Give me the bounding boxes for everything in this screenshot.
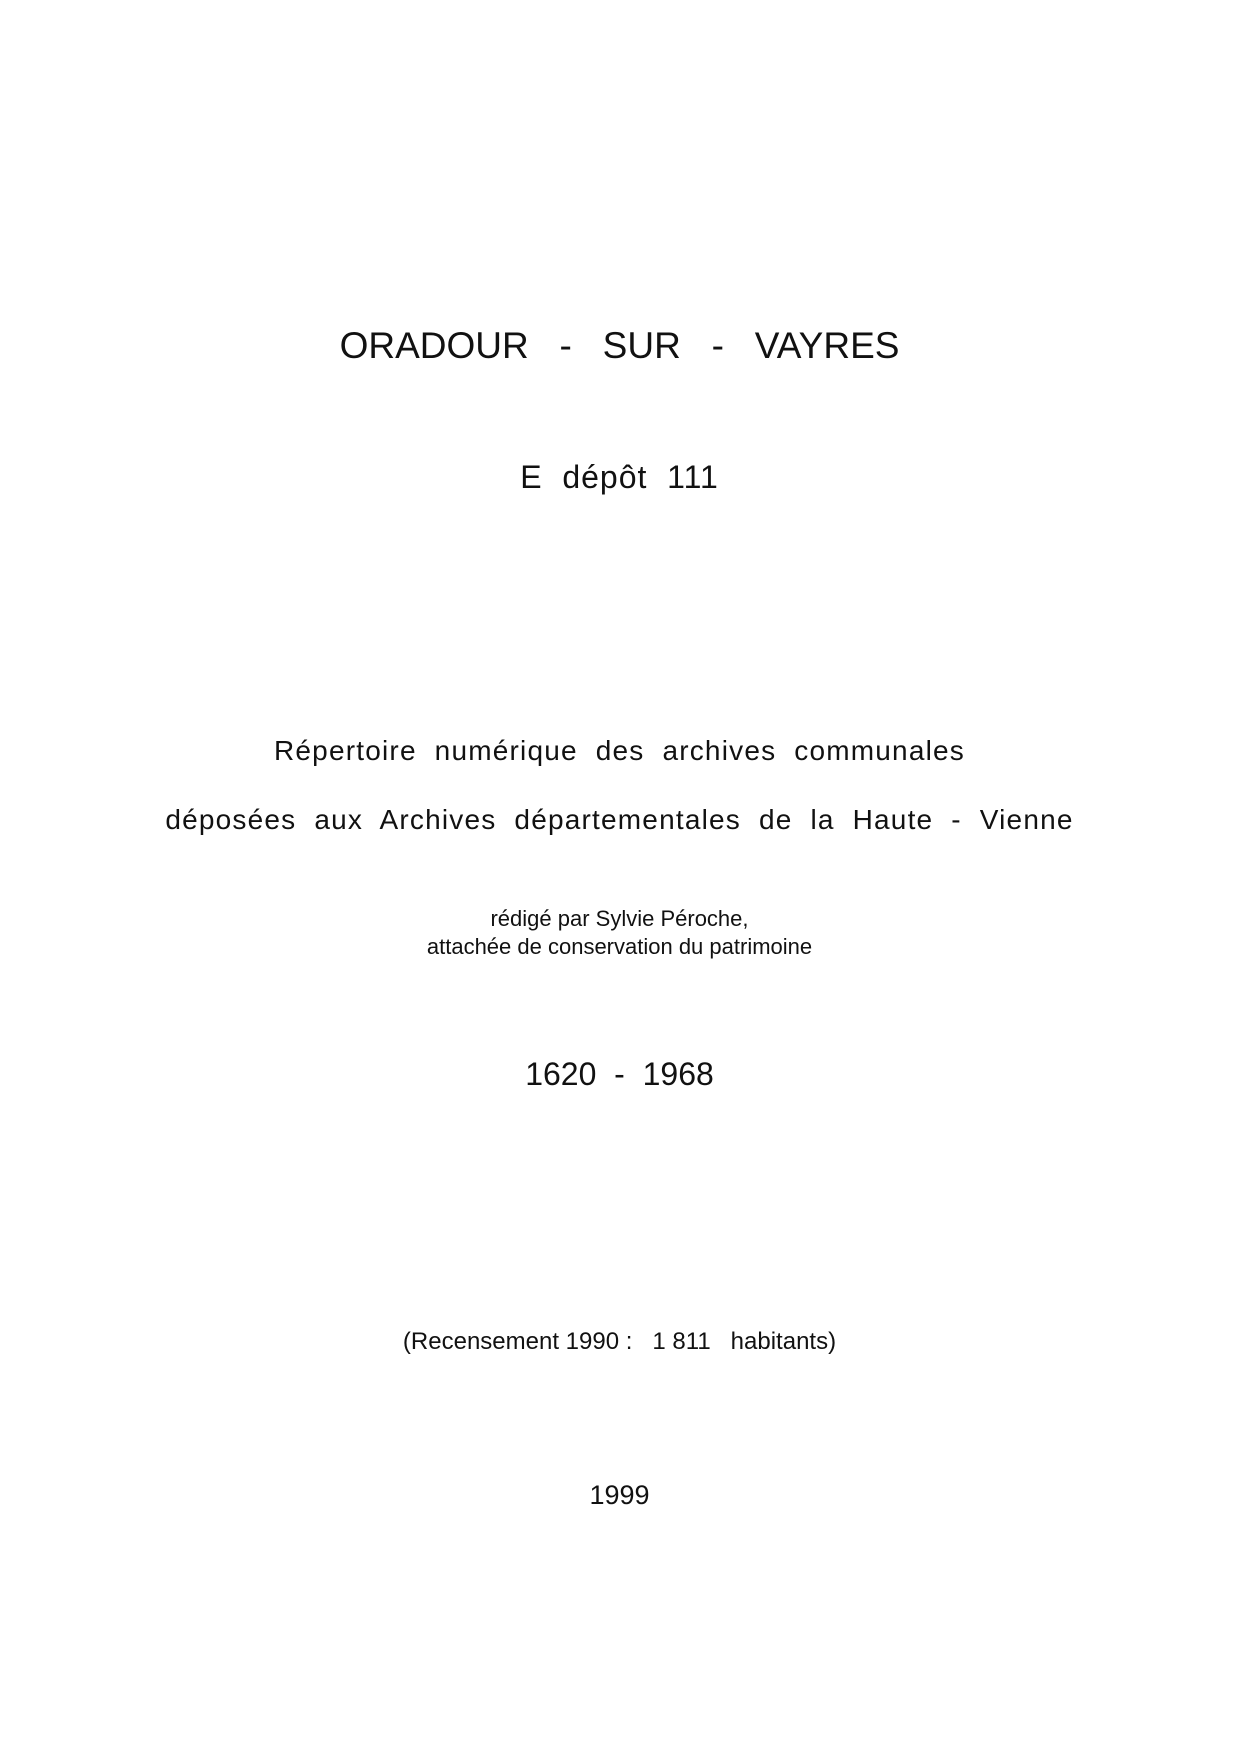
repertoire-line-2: déposées aux Archives départementales de la Haute - Vienne: [165, 804, 1074, 835]
depot-reference: E dépôt 111: [520, 459, 719, 495]
commune-title: ORADOUR - SUR - VAYRES: [339, 325, 900, 366]
census-note: (Recensement 1990 : 1 811 habitants): [402, 1328, 837, 1355]
repertoire-line-1: Répertoire numérique des archives communales: [273, 735, 965, 766]
author-line-2: attachée de conservation du patrimoine: [426, 934, 813, 959]
date-range: 1620 - 1968: [525, 1056, 714, 1092]
publication-year: 1999: [589, 1480, 650, 1510]
author-line-1: rédigé par Sylvie Péroche,: [490, 906, 749, 931]
